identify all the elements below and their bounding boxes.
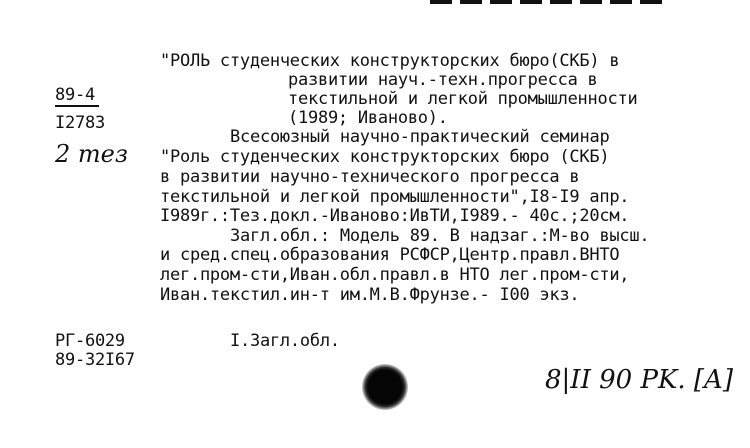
body-line-1: Всесоюзный научно-практический семинар xyxy=(230,127,610,147)
title-line-3: текстильной и легкой промышленности xyxy=(288,89,638,109)
handwritten-note: 2 тез xyxy=(55,140,128,168)
body-line-9: Иван.текстил.ин-т им.М.В.Фрунзе.- I00 экз. xyxy=(160,285,580,305)
title-line-1: "РОЛЬ студенческих конструкторских бюро(СКБ) в xyxy=(160,51,620,71)
title-line-4: (1989; Иваново). xyxy=(288,108,448,128)
body-line-5: I989г.:Тез.докл.-Иваново:ИвТИ,I989.- 40с.;20см. xyxy=(160,206,630,226)
card-code: 89-4 xyxy=(55,86,99,107)
footer-code-1: РГ-6029 xyxy=(55,331,125,351)
handwritten-shelf-mark: 8|II 90 PK. [A] xyxy=(545,365,733,395)
punch-hole xyxy=(362,364,408,410)
card-number: I2783 xyxy=(55,113,105,133)
body-line-8: лег.пром-сти,Иван.обл.правл.в НТО лег.пром-сти, xyxy=(160,265,630,285)
top-edge-marks xyxy=(430,0,665,4)
body-line-6: Загл.обл.: Модель 89. В надзаг.:М-во высш. xyxy=(230,226,650,246)
title-line-2: развитии науч.-техн.прогресса в xyxy=(288,70,598,90)
body-line-3: в развитии научно-технического прогресса в xyxy=(160,167,580,187)
footer-code-2: 89-32I67 xyxy=(55,350,135,370)
body-line-7: и сред.спец.образования РСФСР,Центр.правл.ВНТО xyxy=(160,245,620,265)
tracing-note: I.Загл.обл. xyxy=(230,331,340,351)
body-line-4: текстильной и легкой промышленности",I8-I9 апр. xyxy=(160,187,630,207)
body-line-2: "Роль студенческих конструкторских бюро (СКБ) xyxy=(160,147,610,167)
